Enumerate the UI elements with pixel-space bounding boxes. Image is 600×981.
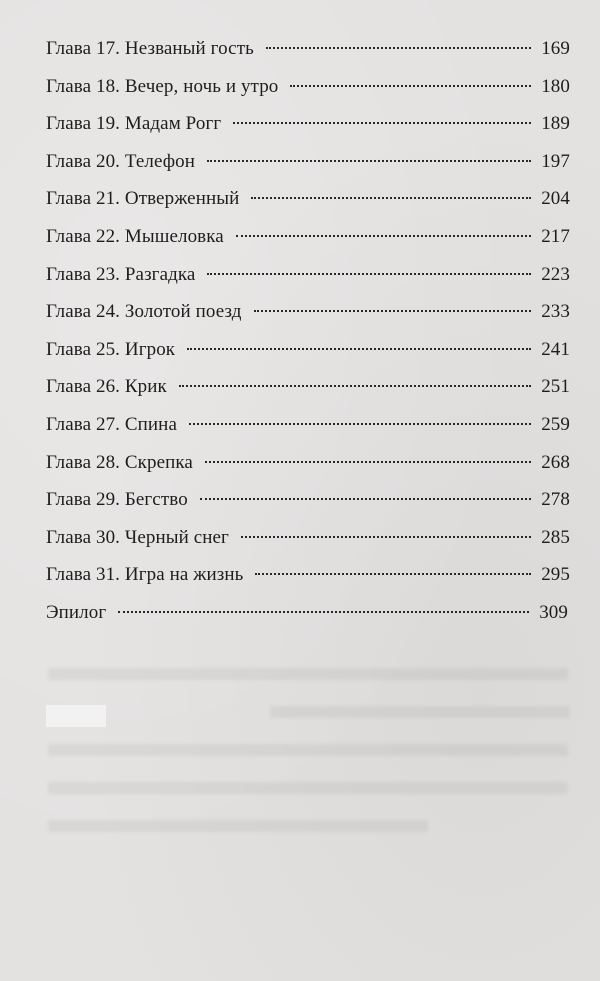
dot-leader bbox=[290, 85, 531, 87]
dot-leader bbox=[241, 536, 531, 538]
dot-leader bbox=[254, 310, 532, 312]
toc-entry-page: 241 bbox=[541, 338, 570, 360]
paper-light-patch bbox=[46, 705, 106, 727]
toc-entry-page: 251 bbox=[541, 376, 570, 398]
dot-leader bbox=[207, 160, 531, 162]
toc-entry bbox=[46, 38, 570, 76]
dot-leader bbox=[200, 498, 531, 500]
bleed-through-line bbox=[48, 744, 568, 756]
toc-entry-page: 223 bbox=[541, 263, 570, 285]
toc-entry bbox=[46, 76, 570, 114]
toc-entry bbox=[46, 489, 570, 527]
toc-entry-title: Глава 29. Бегство bbox=[46, 489, 188, 511]
toc-entry-title: Глава 27. Спина bbox=[46, 413, 177, 435]
table-of-contents bbox=[46, 38, 570, 640]
toc-entry-epilogue bbox=[46, 602, 568, 640]
dot-leader bbox=[251, 197, 531, 199]
toc-entry-page: 259 bbox=[541, 413, 570, 435]
toc-entry-page: 268 bbox=[541, 451, 570, 473]
toc-entry bbox=[46, 564, 570, 602]
toc-entry-page: 197 bbox=[541, 150, 570, 172]
toc-entry bbox=[46, 527, 570, 565]
bleed-through-line bbox=[48, 782, 568, 794]
toc-entry-page: 233 bbox=[541, 301, 570, 323]
dot-leader bbox=[233, 122, 531, 124]
toc-entry bbox=[46, 264, 570, 302]
toc-entry-title: Эпилог bbox=[46, 601, 107, 623]
toc-entry-title: Глава 22. Мышеловка bbox=[46, 225, 224, 247]
toc-entry bbox=[46, 376, 570, 414]
dot-leader bbox=[187, 348, 531, 350]
dot-leader bbox=[207, 273, 531, 275]
toc-entry-title: Глава 24. Золотой поезд bbox=[46, 301, 242, 323]
toc-entry-title: Глава 26. Крик bbox=[46, 376, 167, 398]
toc-entry bbox=[46, 113, 570, 151]
toc-entry-page: 204 bbox=[541, 188, 570, 210]
dot-leader bbox=[118, 611, 529, 613]
toc-entry-page: 189 bbox=[541, 113, 570, 135]
toc-entry bbox=[46, 452, 570, 490]
toc-entry bbox=[46, 339, 570, 377]
toc-entry bbox=[46, 188, 570, 226]
toc-entry-title: Глава 18. Вечер, ночь и утро bbox=[46, 75, 279, 97]
toc-entry-page: 295 bbox=[541, 564, 570, 586]
toc-entry-title: Глава 20. Телефон bbox=[46, 150, 196, 172]
dot-leader bbox=[205, 461, 531, 463]
toc-entry-page: 285 bbox=[541, 526, 570, 548]
toc-entry-title: Глава 17. Незваный гость bbox=[46, 38, 254, 59]
toc-entry-page: 309 bbox=[539, 601, 568, 623]
bleed-through-line bbox=[270, 706, 570, 718]
dot-leader bbox=[266, 47, 531, 49]
toc-entry-title: Глава 23. Разгадка bbox=[46, 263, 196, 285]
dot-leader bbox=[236, 235, 531, 237]
toc-entry-page: 278 bbox=[541, 489, 570, 511]
toc-entry bbox=[46, 414, 570, 452]
dot-leader bbox=[189, 423, 531, 425]
toc-entry-title: Глава 30. Черный снег bbox=[46, 526, 229, 548]
toc-entry-page: 169 bbox=[541, 38, 570, 59]
toc-entry-title: Глава 19. Мадам Рогг bbox=[46, 113, 222, 135]
toc-entry-title: Глава 28. Скрепка bbox=[46, 451, 193, 473]
bleed-through-line bbox=[48, 820, 428, 832]
dot-leader bbox=[255, 573, 531, 575]
dot-leader bbox=[179, 385, 531, 387]
bleed-through-line bbox=[48, 668, 568, 680]
toc-entry-title: Глава 25. Игрок bbox=[46, 338, 176, 360]
toc-entry-page: 180 bbox=[541, 75, 570, 97]
toc-entry-title: Глава 21. Отверженный bbox=[46, 188, 240, 210]
toc-entry bbox=[46, 301, 570, 339]
toc-entry bbox=[46, 226, 570, 264]
toc-entry-page: 217 bbox=[541, 225, 570, 247]
toc-entry-title: Глава 31. Игра на жизнь bbox=[46, 564, 244, 586]
toc-entry bbox=[46, 151, 570, 189]
